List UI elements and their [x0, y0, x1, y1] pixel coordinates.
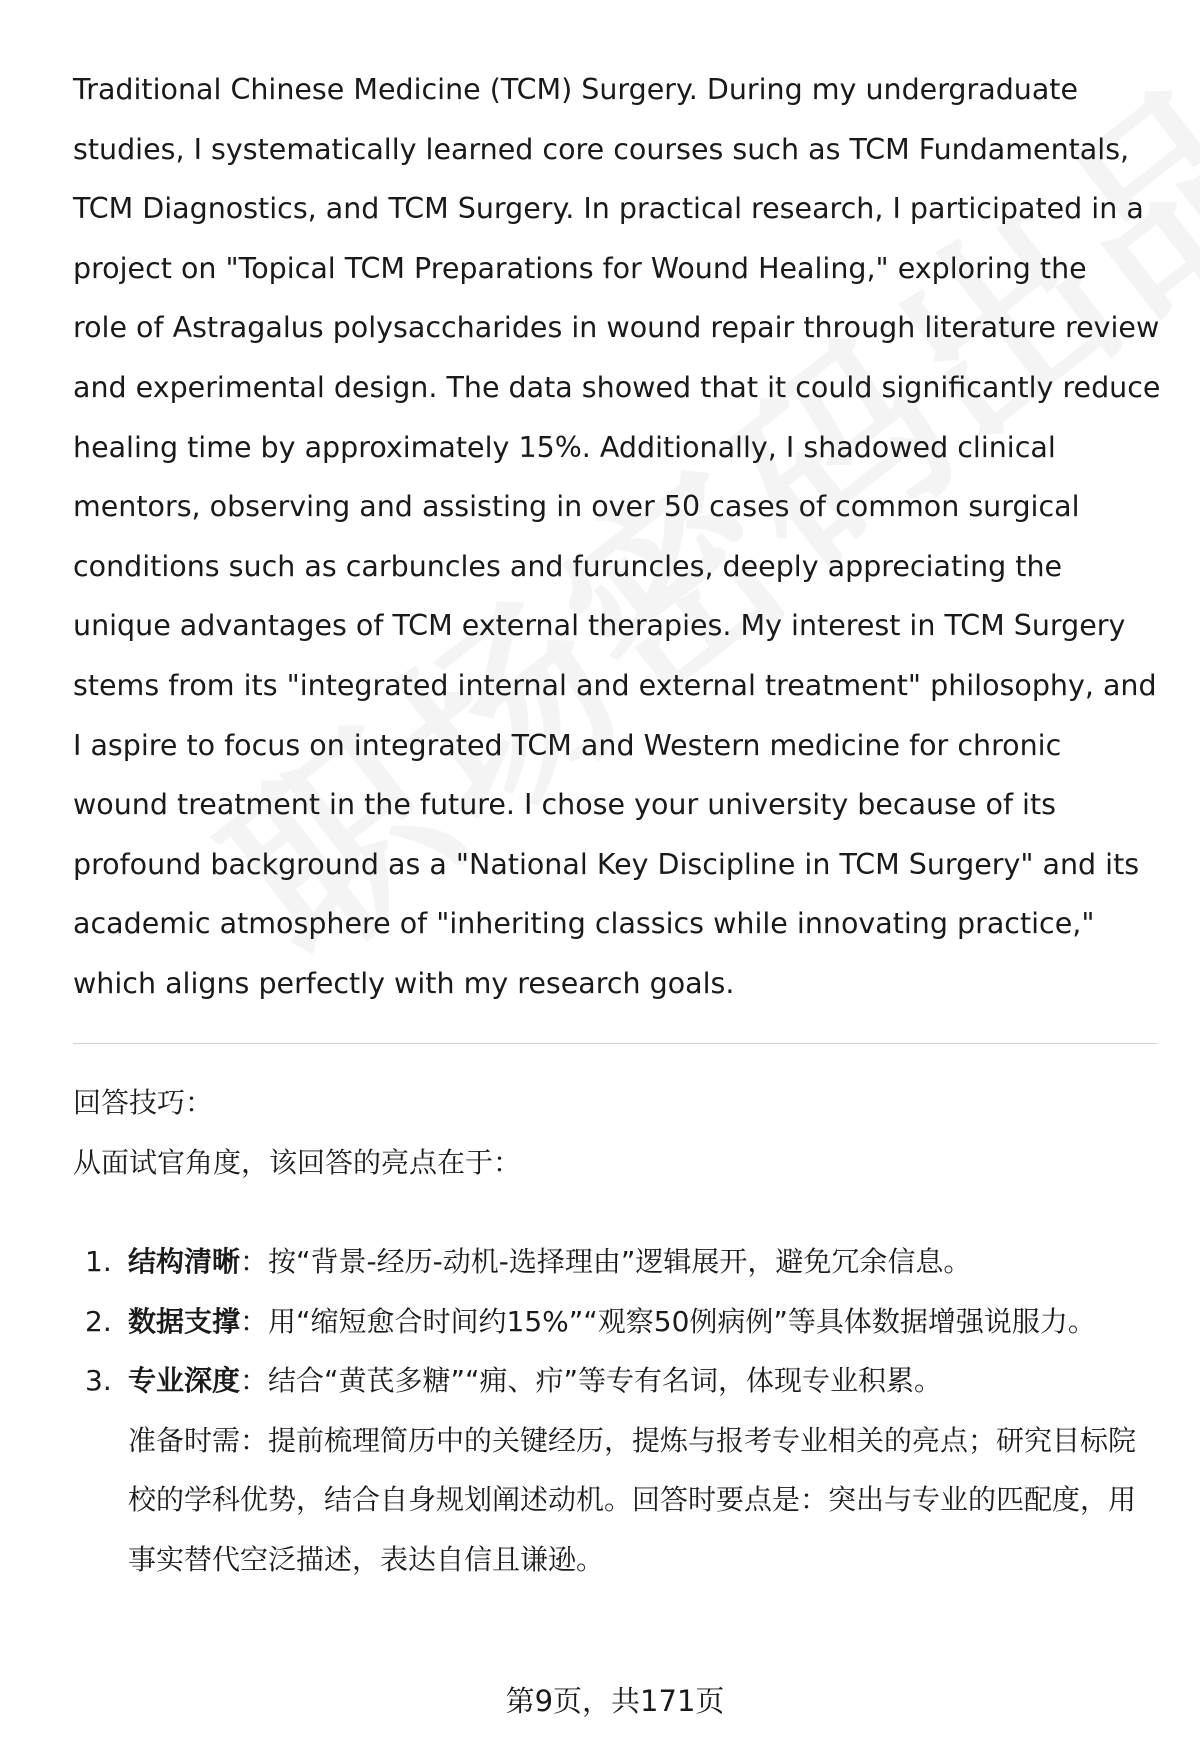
essay-line: profound background as a "National Key Discipline in TCM Surgery" and its	[73, 847, 1140, 881]
essay-line: healing time by approximately 15%. Additionally, I shadowed clinical	[73, 430, 1056, 464]
essay-line: and experimental design. The data showed that it could significantly reduce	[73, 370, 1161, 404]
essay-line: I aspire to focus on integrated TCM and Western medicine for chronic	[73, 728, 1062, 762]
essay-line: academic atmosphere of "inheriting classics while innovating practice,"	[73, 907, 1095, 941]
section-divider	[73, 1043, 1157, 1044]
tips-heading: 回答技巧：	[73, 1086, 214, 1119]
essay-line: stems from its "integrated internal and external treatment" philosophy, and	[73, 668, 1157, 702]
list-number: 1.	[85, 1245, 112, 1278]
preparation-note: 准备时需：提前梳理简历中的关键经历，提炼与报考专业相关的亮点；研究目标院校的学科优势，结合自身规划阐述动机。回答时要点是：突出与专业的匹配度，用事实替代空泛描述，表达自信且谦逊。	[128, 1423, 1137, 1576]
list-number: 3.	[85, 1364, 112, 1397]
essay-line: role of Astragalus polysaccharides in wound repair through literature review	[73, 311, 1160, 345]
essay-line: mentors, observing and assisting in over 50 cases of common surgical	[73, 490, 1080, 524]
tip-keyword: 专业深度	[128, 1364, 241, 1397]
list-item	[73, 1292, 1163, 1352]
essay-line: TCM Diagnostics, and TCM Surgery. In practical research, I participated in a	[73, 192, 1144, 226]
essay-line: which aligns perfectly with my research goals.	[73, 966, 735, 1000]
essay-line: studies, I systematically learned core courses such as TCM Fundamentals,	[73, 132, 1130, 166]
essay-paragraph	[73, 60, 1168, 1014]
tips-list	[73, 1232, 1163, 1589]
essay-line: wound treatment in the future. I chose your university because of its	[73, 788, 1056, 822]
essay-line: unique advantages of TCM external therapies. My interest in TCM Surgery	[73, 609, 1126, 643]
essay-line: Traditional Chinese Medicine (TCM) Surgery. During my undergraduate	[73, 73, 1079, 106]
essay-line: conditions such as carbuncles and furuncles, deeply appreciating the	[73, 549, 1063, 583]
tip-keyword: 数据支撑	[128, 1304, 241, 1338]
list-item	[73, 1351, 1163, 1589]
essay-line: project on "Topical TCM Preparations for Wound Healing," exploring the	[73, 251, 1087, 285]
list-item	[73, 1232, 1163, 1292]
tip-text: ：按“背景-经历-动机-选择理由”逻辑展开，避免冗余信息。	[240, 1245, 972, 1278]
tip-text: ：结合“黄芪多糖”“痈、疖”等专有名词，体现专业积累。	[240, 1364, 943, 1397]
tips-intro: 从面试官角度，该回答的亮点在于：	[73, 1146, 522, 1179]
page-number: 第9页，共171页	[505, 1684, 725, 1718]
list-number: 2.	[85, 1304, 112, 1338]
tip-text: ：用“缩短愈合时间约15%”“观察50例病例”等具体数据增强说服力。	[240, 1304, 1096, 1338]
tip-keyword: 结构清晰	[128, 1245, 241, 1278]
